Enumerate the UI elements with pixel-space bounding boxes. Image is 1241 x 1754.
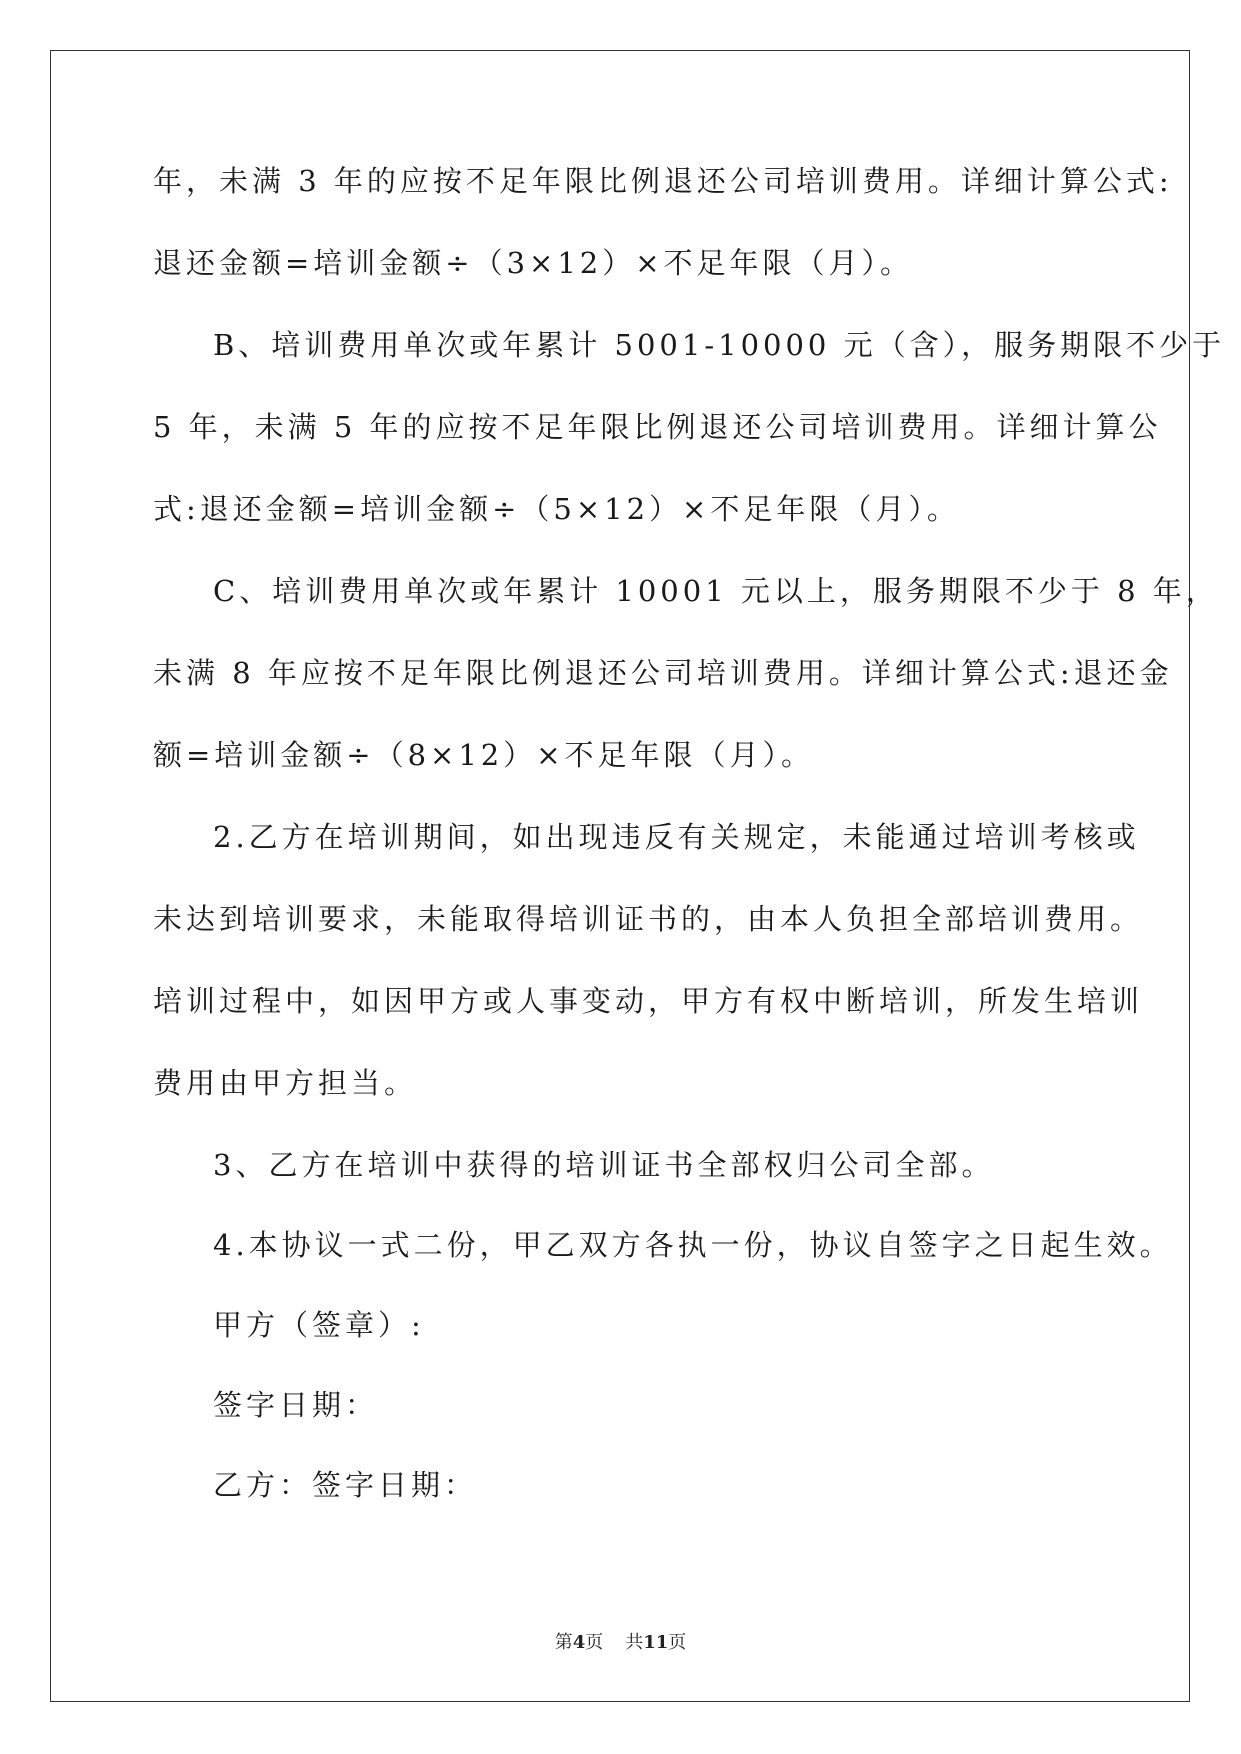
paragraph-line: 3、乙方在培训中获得的培训证书全部权归公司全部。 [213, 1148, 995, 1182]
party-a-signature-line: 甲方（签章）: [213, 1308, 425, 1342]
page-number: 4 [572, 1632, 586, 1653]
paragraph-line: 5 年，未满 5 年的应按不足年限比例退还公司培训费用。详细计算公 [153, 410, 1162, 444]
total-prefix: 共 [625, 1632, 644, 1653]
paragraph-line: 额=培训金额÷（8×12）×不足年限（月）。 [153, 738, 815, 772]
paragraph-line: 培训过程中，如因甲方或人事变动，甲方有权中断培训，所发生培训 [153, 984, 1144, 1018]
paragraph-line: 未达到培训要求，未能取得培训证书的，由本人负担全部培训费用。 [153, 902, 1144, 936]
page-footer [0, 1628, 1241, 1654]
paragraph-line: 退还金额=培训金额÷（3×12）×不足年限（月）。 [153, 246, 914, 280]
party-b-signature-line: 乙方：签字日期： [213, 1468, 478, 1502]
page-prefix: 第 [554, 1632, 573, 1653]
paragraph-line: 年，未满 3 年的应按不足年限比例退还公司培训费用。详细计算公式: [153, 164, 1173, 198]
paragraph-line: 4.本协议一式二份，甲乙双方各执一份，协议自签字之日起生效。 [213, 1228, 1173, 1262]
document-body [153, 160, 1226, 1544]
paragraph-line: 费用由甲方担当。 [153, 1066, 418, 1100]
paragraph-line: B、培训费用单次或年累计 5001-10000 元（含），服务期限不少于 [213, 328, 1226, 362]
total-suffix: 页 [668, 1632, 687, 1653]
paragraph-line: C、培训费用单次或年累计 10001 元以上，服务期限不少于 8 年， [213, 574, 1219, 608]
signature-date-line: 签字日期： [213, 1388, 379, 1422]
paragraph-line: 2.乙方在培训期间，如出现违反有关规定，未能通过培训考核或 [213, 820, 1140, 854]
page-suffix: 页 [585, 1632, 604, 1653]
total-pages: 11 [643, 1632, 669, 1653]
paragraph-line: 式:退还金额=培训金额÷（5×12）×不足年限（月）。 [153, 492, 960, 526]
paragraph-line: 未满 8 年应按不足年限比例退还公司培训费用。详细计算公式:退还金 [153, 656, 1173, 690]
